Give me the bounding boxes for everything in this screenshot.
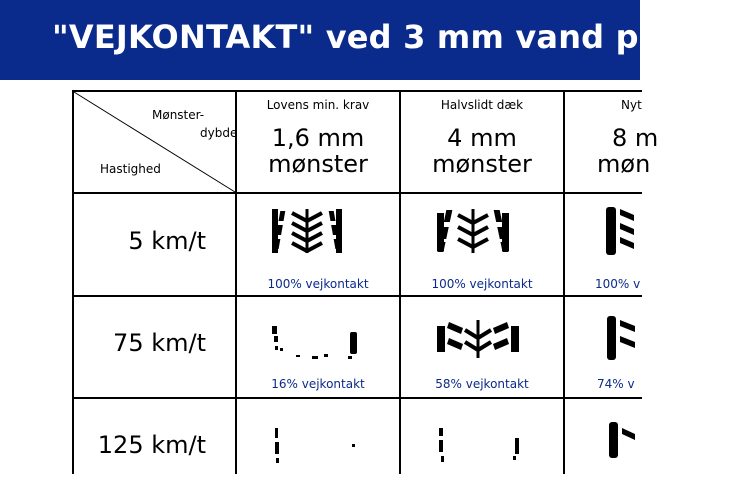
contact-label: 74% v xyxy=(597,377,635,391)
column-depth: 8 m xyxy=(612,124,659,152)
tire-tread-full-icon xyxy=(272,207,342,255)
speed-label: 125 km/t xyxy=(97,431,206,459)
contact-label: 100% vejkontakt xyxy=(267,277,369,291)
contact-label: 58% vejkontakt xyxy=(435,377,529,391)
tire-tread-full-icon xyxy=(437,207,509,255)
column-unit: møn xyxy=(597,150,651,178)
speed-label: 75 km/t xyxy=(113,329,206,357)
title-banner xyxy=(0,0,753,80)
tire-tread-partial-icon xyxy=(605,314,642,364)
table-divider-row3 xyxy=(72,397,642,399)
table-divider-col3 xyxy=(563,90,565,474)
tire-tread-minimal-icon xyxy=(437,428,519,468)
corner-label-speed: Hastighed xyxy=(100,162,161,176)
table-divider-row2 xyxy=(72,295,642,297)
tire-tread-partial-icon xyxy=(437,318,519,362)
column-depth: 1,6 mm xyxy=(271,124,365,152)
column-unit: mønster xyxy=(432,150,532,178)
column-caption: Nyt xyxy=(621,98,642,112)
column-caption: Halvslidt dæk xyxy=(440,98,524,112)
corner-label-depth: Mønster- xyxy=(152,108,205,122)
tire-tread-minimal-icon xyxy=(272,428,362,468)
contact-label: 100% v xyxy=(595,277,641,291)
corner-diagonal xyxy=(72,90,237,194)
contact-label: 100% vejkontakt xyxy=(431,277,533,291)
tire-tread-partial-icon xyxy=(605,418,642,468)
comparison-table xyxy=(72,90,672,490)
corner-label-depth2: dybde xyxy=(200,126,238,140)
tire-tread-full-icon xyxy=(604,205,642,257)
speed-label: 5 km/t xyxy=(128,227,206,255)
banner-title: "VEJKONTAKT" ved 3 mm vand på køre xyxy=(52,18,753,56)
contact-label: 16% vejkontakt xyxy=(271,377,365,391)
column-caption: Lovens min. krav xyxy=(266,98,370,112)
column-unit: mønster xyxy=(268,150,368,178)
column-depth: 4 mm xyxy=(447,124,517,152)
tire-tread-sparse-icon xyxy=(272,322,362,362)
